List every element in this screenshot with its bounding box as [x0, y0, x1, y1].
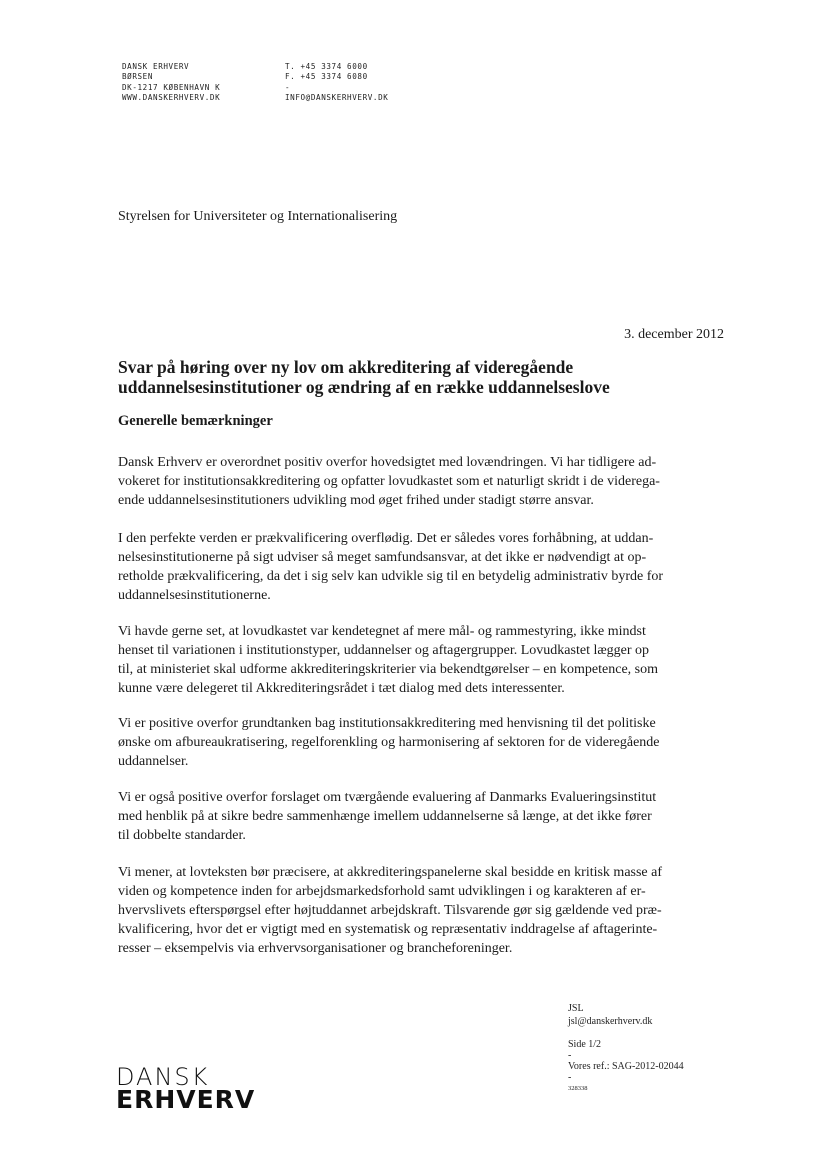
paragraph-line: hvervslivets efterspørgsel efter højtuddannet arbejdskraft. Tilsvarende gør sig gældende ved præ- — [118, 903, 662, 918]
paragraph — [118, 453, 718, 510]
paragraph-line: nelsesinstitutionerne på sigt udviser så meget samfundsansvar, at det ikke er nødvendigt at op- — [118, 550, 647, 565]
paragraph-line: uddannelser. — [118, 754, 189, 769]
paragraph-line: Vi er også positive overfor forslaget om tværgående evaluering af Danmarks Evalueringsinstitut — [118, 790, 657, 805]
address-line: DANSK ERHVERV — [122, 62, 190, 71]
paragraph — [118, 622, 718, 698]
paragraph-line: Vi mener, at lovteksten bør præcisere, at akkrediteringspanelerne skal besidde en kritisk masse af — [118, 865, 663, 880]
logo-word-dansk: DANSK — [116, 1063, 210, 1091]
document-number: 328338 — [568, 1085, 588, 1092]
paragraph-line: retholde prækvalificering, da det i sig selv kan udvikle sig til en betydelig administrativ byrde for — [118, 569, 664, 584]
paragraph-line: henset til variationen i institutionstyper, uddannelser og aftagergrupper. Lovudkastet lægger op — [118, 643, 650, 658]
paragraph-line: kunne være delegeret til Akkrediteringsrådet i tæt dialog med dets interessenter. — [118, 681, 565, 696]
sender-contact — [285, 62, 388, 104]
separator-dash: - — [568, 1072, 572, 1083]
paragraph-line: I den perfekte verden er prækvalificering overflødig. Det er således vores forhåbning, at uddan- — [118, 531, 654, 546]
title-line: uddannelsesinstitutioner og ændring af en række uddannelseslove — [118, 377, 610, 397]
paragraph-line: viden og kompetence inden for arbejdsmarkedsforhold samt udviklingen i og karakteren af er- — [118, 884, 646, 899]
paragraph — [118, 788, 718, 845]
logo-word-erhverv: ERHVERV — [116, 1085, 256, 1114]
paragraph-line: til dobbelte standarder. — [118, 828, 246, 843]
contact-line: - — [285, 82, 291, 92]
address-line: BØRSEN — [122, 72, 154, 82]
author-initials: JSL — [568, 1003, 584, 1014]
dansk-erhverv-logo — [116, 1063, 256, 1114]
separator-dash: - — [568, 1050, 572, 1061]
contact-line: T. +45 3374 6000 — [285, 62, 368, 71]
letter-date: 3. december 2012 — [624, 327, 724, 342]
paragraph-line: Dansk Erhverv er overordnet positiv overfor hovedsigtet med lovændringen. Vi har tidligere ad- — [118, 455, 657, 470]
page-number: Side 1/2 — [568, 1039, 602, 1050]
paragraph-line: uddannelsesinstitutionerne. — [118, 588, 271, 603]
paragraph-line: ønske om afbureaukratisering, regelforenkling og harmonisering af sektoren for de videregående — [118, 735, 660, 750]
title-line: Svar på høring over ny lov om akkreditering af videregående — [118, 357, 574, 377]
paragraph — [118, 714, 718, 771]
reference-number: Vores ref.: SAG-2012-02044 — [568, 1061, 684, 1072]
paragraph — [118, 529, 718, 605]
paragraph-line: til, at ministeriet skal udforme akkrediteringskriterier via bekendtgørelser – en kompetence, som — [118, 662, 658, 677]
address-line: DK-1217 KØBENHAVN K — [122, 82, 221, 92]
paragraph-line: vokeret for institutionsakkreditering og opfatter lovudkastet som et naturligt skridt i de viderega- — [118, 474, 660, 489]
letter-title — [118, 357, 718, 397]
paragraph-line: Vi er positive overfor grundtanken bag institutionsakkreditering med henvisning til det politiske — [118, 716, 656, 731]
paragraph-line: Vi havde gerne set, at lovudkastet var kendetegnet af mere mål- og rammestyring, ikke mindst — [118, 624, 646, 639]
paragraph-line: kvalificering, hvor det er vigtigt med en systematisk og repræsentativ inddragelse af aftagerinte- — [118, 922, 658, 937]
paragraph — [118, 863, 718, 958]
paragraph-line: ende uddannelsesinstitutioners udvikling mod øget frihed under stadigt større ansvar. — [118, 493, 594, 508]
recipient: Styrelsen for Universiteter og Internationalisering — [118, 209, 398, 224]
author-email: jsl@danskerhverv.dk — [568, 1016, 653, 1027]
reference-sidebar — [568, 1002, 684, 1093]
contact-line: INFO@DANSKERHVERV.DK — [285, 93, 389, 103]
address-line: WWW.DANSKERHVERV.DK — [122, 93, 221, 103]
contact-line: F. +45 3374 6080 — [285, 72, 368, 82]
paragraph-line: med henblik på at sikre bedre sammenhænge imellem uddannelserne så længe, at det ikke fører — [118, 809, 652, 824]
section-heading: Generelle bemærkninger — [118, 413, 273, 429]
paragraph-line: resser – eksempelvis via erhvervsorganisationer og brancheforeninger. — [118, 941, 513, 956]
sender-address — [122, 62, 220, 104]
